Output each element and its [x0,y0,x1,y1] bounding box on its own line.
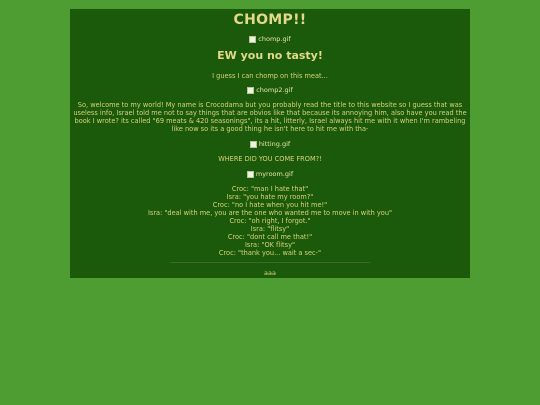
dialogue-line: Isra: "flitsy" [250,225,290,233]
image-myroom [70,170,470,180]
page-title: CHOMP!! [233,12,307,28]
dialogue-line: Isra: "deal with me, you are the one who wanted me to move in with you" [147,209,393,217]
image-alt-text: hitting.gif [258,140,291,148]
dialogue-line: Isra: "OK flitsy" [244,241,296,249]
image-chomp2 [70,86,470,96]
header [70,9,470,29]
broken-image-icon [247,87,254,94]
heading-ew: EW you no tasty! [217,49,323,62]
content-panel [70,9,470,278]
footer-text: aaa [264,269,276,277]
dialogue-line: Croc: "oh right, I forgot." [229,217,311,225]
dialogue-line: Croc: "dont call me that!" [227,233,313,241]
dialogue [70,185,470,257]
intro-paragraph: So, welcome to my world! My name is Crocodama but you probably read the title to this website so I guess that was useless info, Israel told me not to say things that are obvios like that because its annoying him, also have you read the book I wrote? its called "69 meats & 420 seasonings", its a hit, litterly, Israel always hit me with it when I'm rambeling like now so its a good thing he isn't here to hit me with tha- [73,101,467,133]
intro-block [70,101,470,133]
broken-image-hitting [250,140,290,148]
image-alt-text: chomp2.gif [256,86,293,94]
broken-image-icon [250,141,257,148]
divider-block [70,262,470,263]
horizontal-rule [170,262,370,263]
broken-image-chomp [249,35,290,43]
section-ew [70,49,470,63]
dialogue-line: Croc: "thank you... wait a sec-" [218,249,322,257]
broken-image-chomp2 [247,86,293,94]
broken-image-myroom [247,170,293,178]
image-alt-text: chomp.gif [258,35,291,43]
where-block [70,155,470,163]
image-hitting [70,140,470,150]
dialogue-line: Croc: "man I hate that" [231,185,309,193]
broken-image-icon [247,171,254,178]
dialogue-line: Croc: "no I hate when you hit me!" [212,201,328,209]
image-chomp [70,35,470,45]
where-line: WHERE DID YOU COME FROM?! [218,155,322,163]
dialogue-line: Isra: "you hate my room?" [226,193,314,201]
line-chomp-block [70,72,470,80]
broken-image-icon [249,36,256,43]
line-chomp: I guess I can chomp on this meat... [212,72,328,80]
image-alt-text: myroom.gif [255,170,294,178]
footer [70,269,470,277]
